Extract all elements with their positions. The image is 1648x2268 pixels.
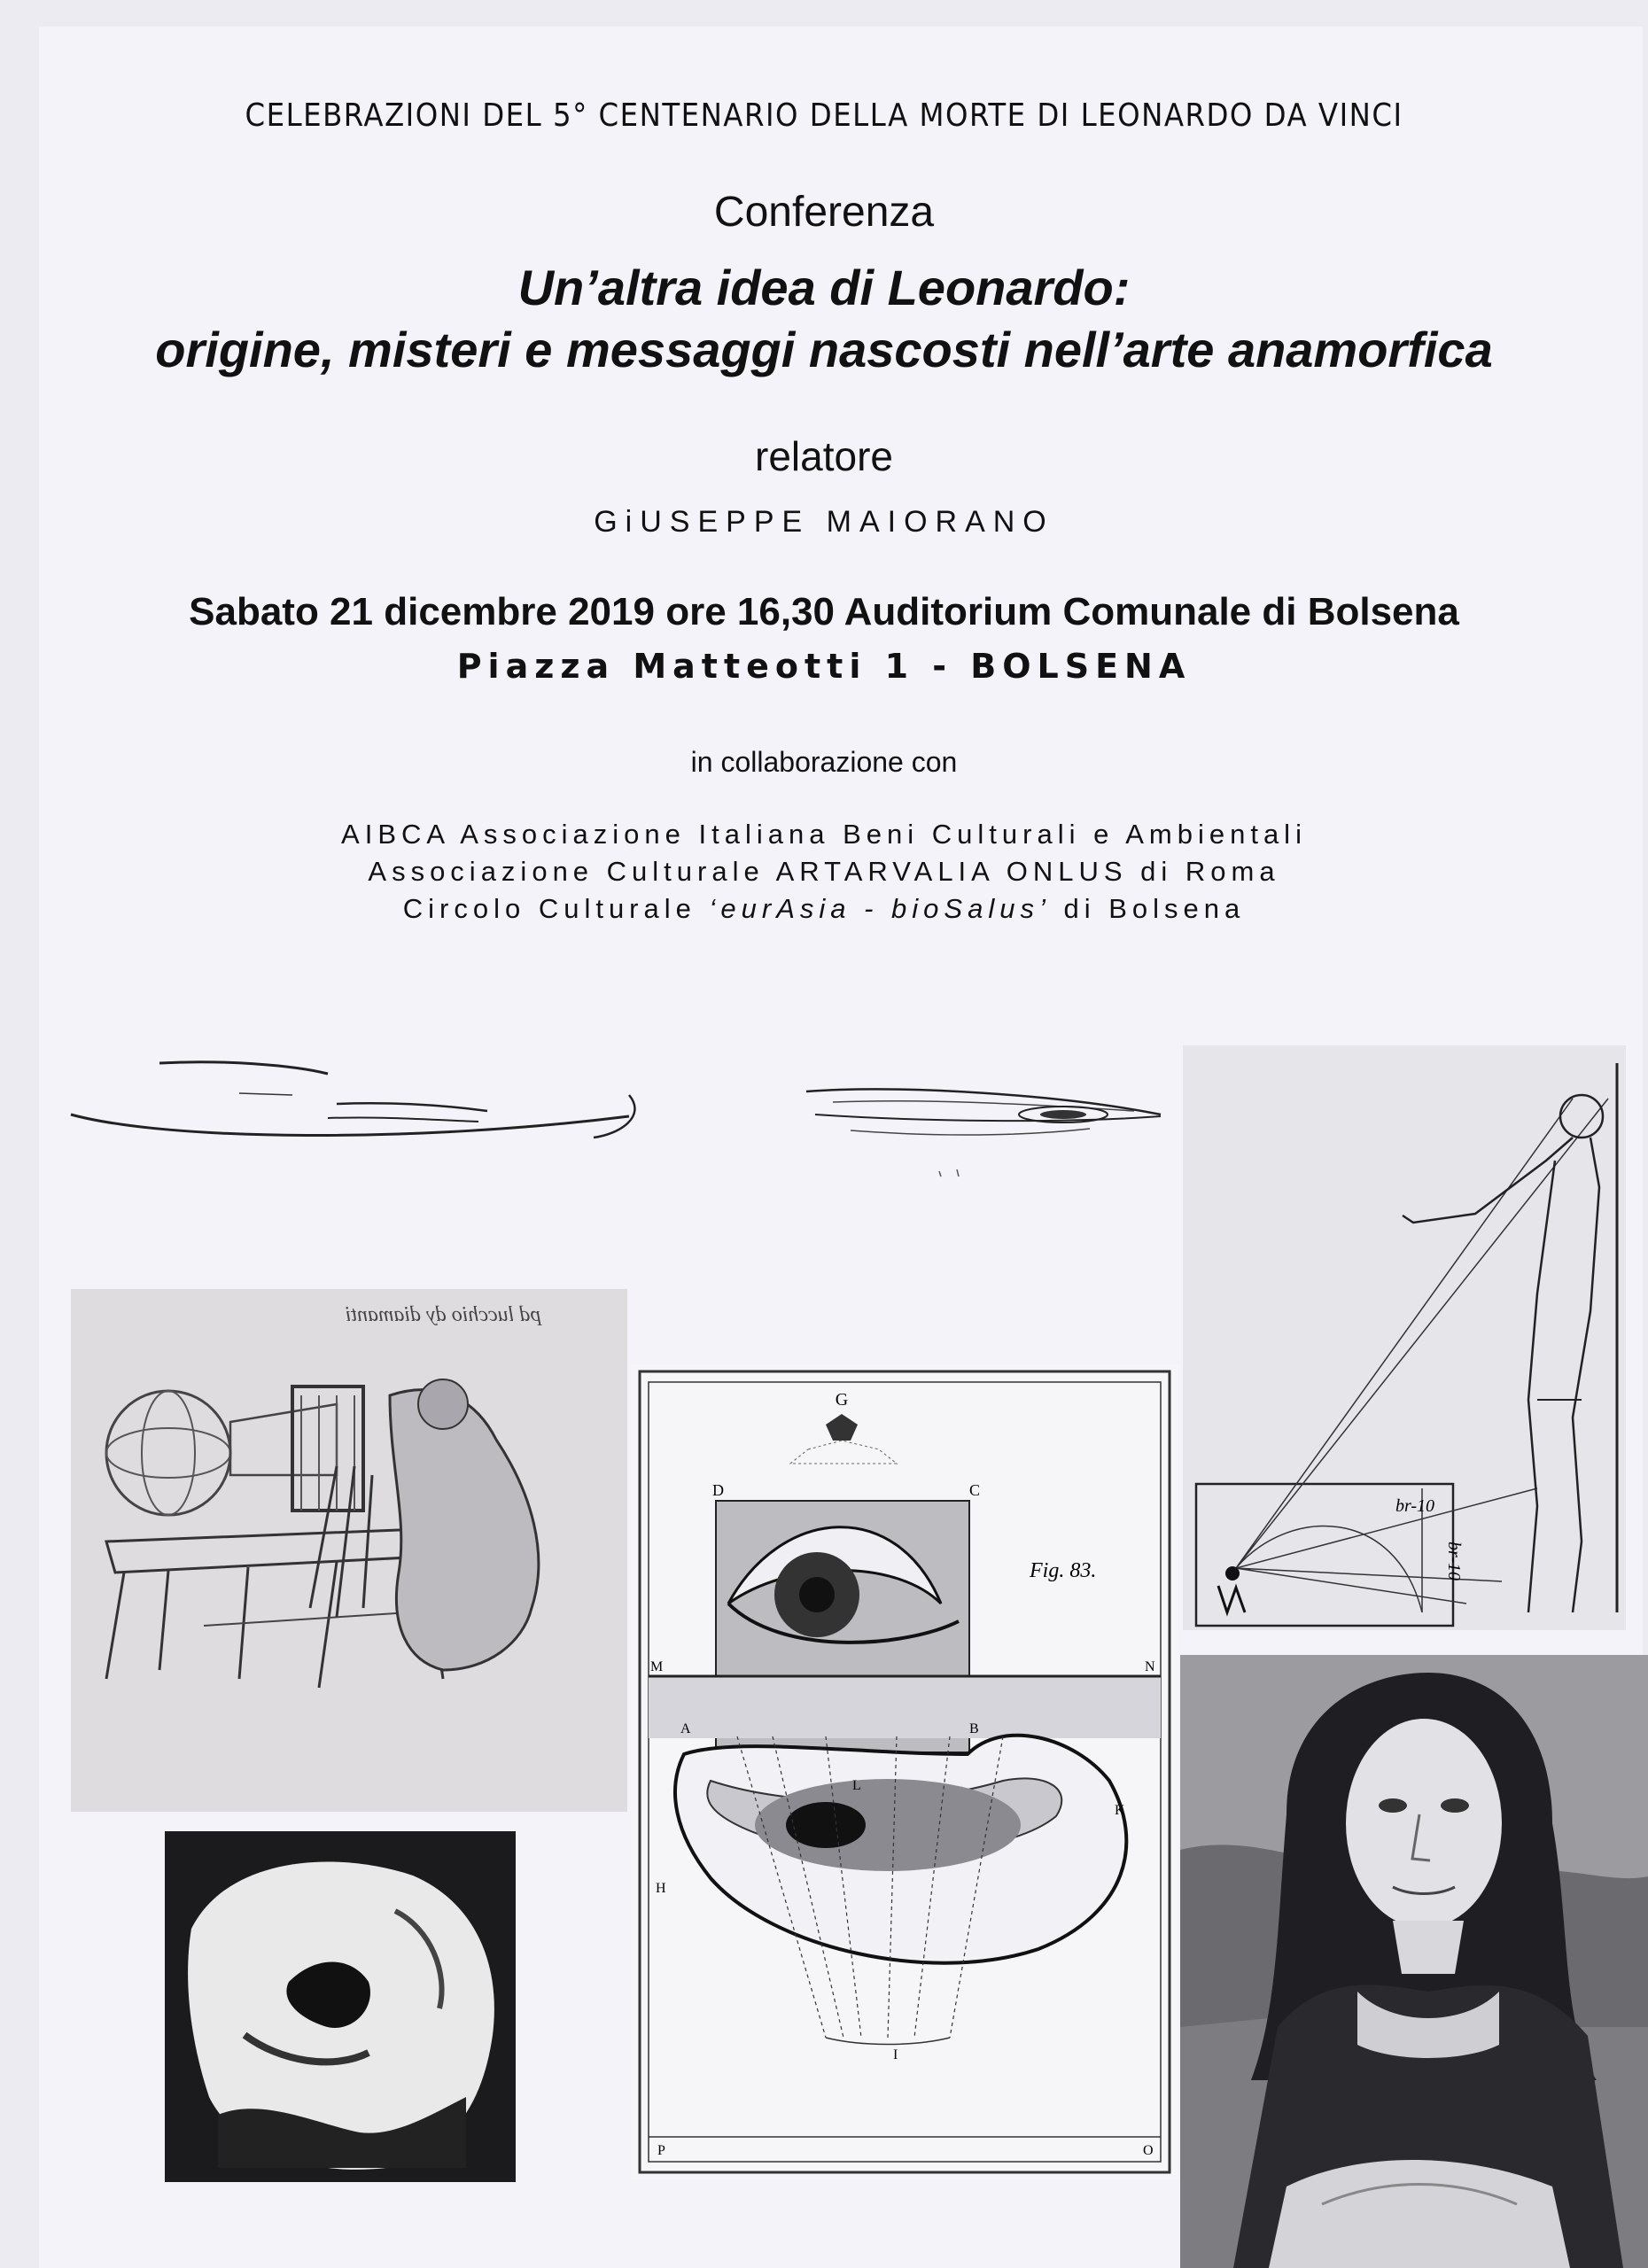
label-a: A <box>680 1721 691 1736</box>
mirror-script-caption: pd lucchio dy diamanti <box>345 1303 541 1326</box>
title-line-2: origine, misteri e messaggi nascosti nell’arte anamorfica <box>155 322 1493 377</box>
label-k: K <box>1115 1803 1125 1818</box>
title-line-1: Un’altra idea di Leonardo: <box>517 260 1131 315</box>
organization-artarvalia: Associazione Culturale ARTARVALIA ONLUS di Roma <box>368 856 1280 887</box>
label-p: P <box>657 2143 665 2158</box>
speaker-label: relatore <box>755 433 893 479</box>
organization-aibca: AIBCA Associazione Italiana Beni Culturali e Ambientali <box>341 819 1307 850</box>
label-b: B <box>969 1721 979 1736</box>
speaker-name: GiUSEPPE MAIORANO <box>594 505 1054 539</box>
mona-lisa-portrait <box>1180 1655 1648 2268</box>
event-date-venue: Sabato 21 dicembre 2019 ore 16,30 Auditorium Comunale di Bolsena <box>189 590 1459 633</box>
event-address: Piazza Matteotti 1 - BOLSENA <box>456 647 1192 686</box>
org3-suffix: di Bolsena <box>1050 893 1246 924</box>
measure-vertical: br-10 <box>1444 1542 1464 1581</box>
perspectograph-drawing <box>71 1289 627 1812</box>
org3-italic-name: ‘eurAsia - bioSalus’ <box>709 893 1051 924</box>
label-m: M <box>650 1659 664 1674</box>
label-c: C <box>969 1481 981 1499</box>
label-l: L <box>852 1778 861 1793</box>
label-g: G <box>835 1390 849 1410</box>
fig83-anamorphic-eye <box>631 1364 1178 2179</box>
organization-eurasia <box>0 893 1648 925</box>
anamorphic-sketch-left <box>62 1045 647 1169</box>
label-i: I <box>893 2047 898 2062</box>
anamorphic-portrait <box>165 1831 516 2182</box>
event-header: CELEBRAZIONI DEL 5° CENTENARIO DELLA MORTE DI LEONARDO DA VINCI <box>245 97 1403 134</box>
org3-prefix: Circolo Culturale <box>402 893 710 924</box>
label-o: O <box>1143 2143 1154 2158</box>
collaboration-label: in collaborazione con <box>690 746 958 778</box>
event-type: Conferenza <box>713 189 935 236</box>
fig-caption: Fig. 83. <box>1030 1559 1097 1582</box>
label-h: H <box>656 1881 666 1896</box>
label-n: N <box>1145 1659 1155 1674</box>
label-d: D <box>712 1481 724 1499</box>
measure-horizontal: br-10 <box>1395 1496 1435 1516</box>
anamorphic-sketch-right <box>797 1072 1170 1178</box>
perspective-man-diagram <box>1183 1045 1626 1630</box>
